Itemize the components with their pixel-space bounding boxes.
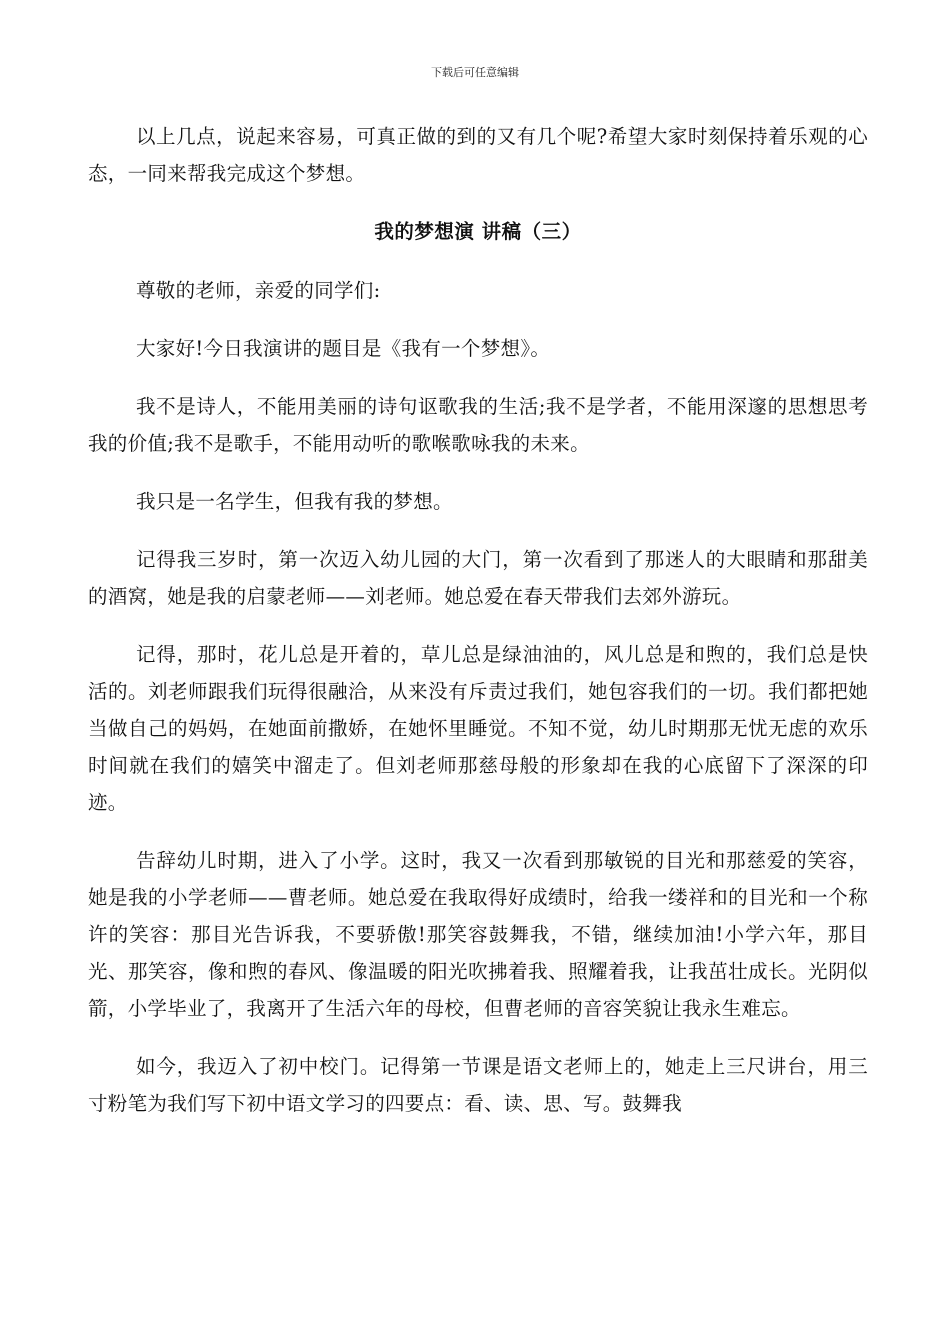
paragraph-opening: 大家好!今日我演讲的题目是《我有一个梦想》。: [136, 337, 551, 360]
paragraph-kindergarten: 记得我三岁时，第一次迈入幼儿园的大门，第一次看到了那迷人的大眼睛和那甜美的酒窝，她是我的启蒙老师——刘老师。她总爱在春天带我们去郊外游玩。: [88, 548, 868, 608]
paragraph-memories: 记得，那时，花儿总是开着的，草儿总是绿油油的，风儿总是和煦的，我们总是快活的。刘老师跟我们玩得很融洽，从来没有斥责过我们，她包容我们的一切。我们都把她当做自己的妈妈，在她面前撒娇，在她怀里睡觉。不知不觉，幼儿时期那无忧无虑的欢乐时间就在我们的嬉笑中溜走了。但刘老师那慈母般的形象却在我的心底留下了深深的印迹。: [88, 643, 868, 814]
paragraph-primary-school: 告辞幼儿时期，进入了小学。这时，我又一次看到那敏锐的目光和那慈爱的笑容，她是我的小学老师——曹老师。她总爱在我取得好成绩时，给我一缕祥和的目光和一个称许的笑容：那目光告诉我，不要骄傲!那笑容鼓舞我，不错，继续加油!小学六年，那目光、那笑容，像和煦的春风、像温暖的阳光吹拂着我、照耀着我，让我茁壮成长。光阴似箭，小学毕业了，我离开了生活六年的母校，但曹老师的音容笑貌让我永生难忘。: [88, 849, 868, 1020]
paragraph-greeting: 尊敬的老师，亲爱的同学们:: [136, 279, 381, 302]
document-body: [88, 118, 868, 1143]
paragraph-not-poet: 我不是诗人，不能用美丽的诗句讴歌我的生活;我不是学者，不能用深邃的思想思考我的价值;我不是歌手，不能用动听的歌喉歌咏我的未来。: [88, 395, 868, 455]
paragraph-student: 我只是一名学生，但我有我的梦想。: [136, 490, 453, 513]
paragraph-intro: 以上几点，说起来容易，可真正做的到的又有几个呢?希望大家时刻保持着乐观的心态，一同来帮我完成这个梦想。: [88, 125, 868, 185]
page-header: 下载后可任意编辑: [431, 66, 519, 79]
paragraph-middle-school: 如今，我迈入了初中校门。记得第一节课是语文老师上的，她走上三尺讲台，用三寸粉笔为我们写下初中语文学习的四要点：看、读、思、写。鼓舞我: [88, 1055, 868, 1115]
document-title: 我的梦想演 讲稿（三）: [374, 220, 582, 243]
